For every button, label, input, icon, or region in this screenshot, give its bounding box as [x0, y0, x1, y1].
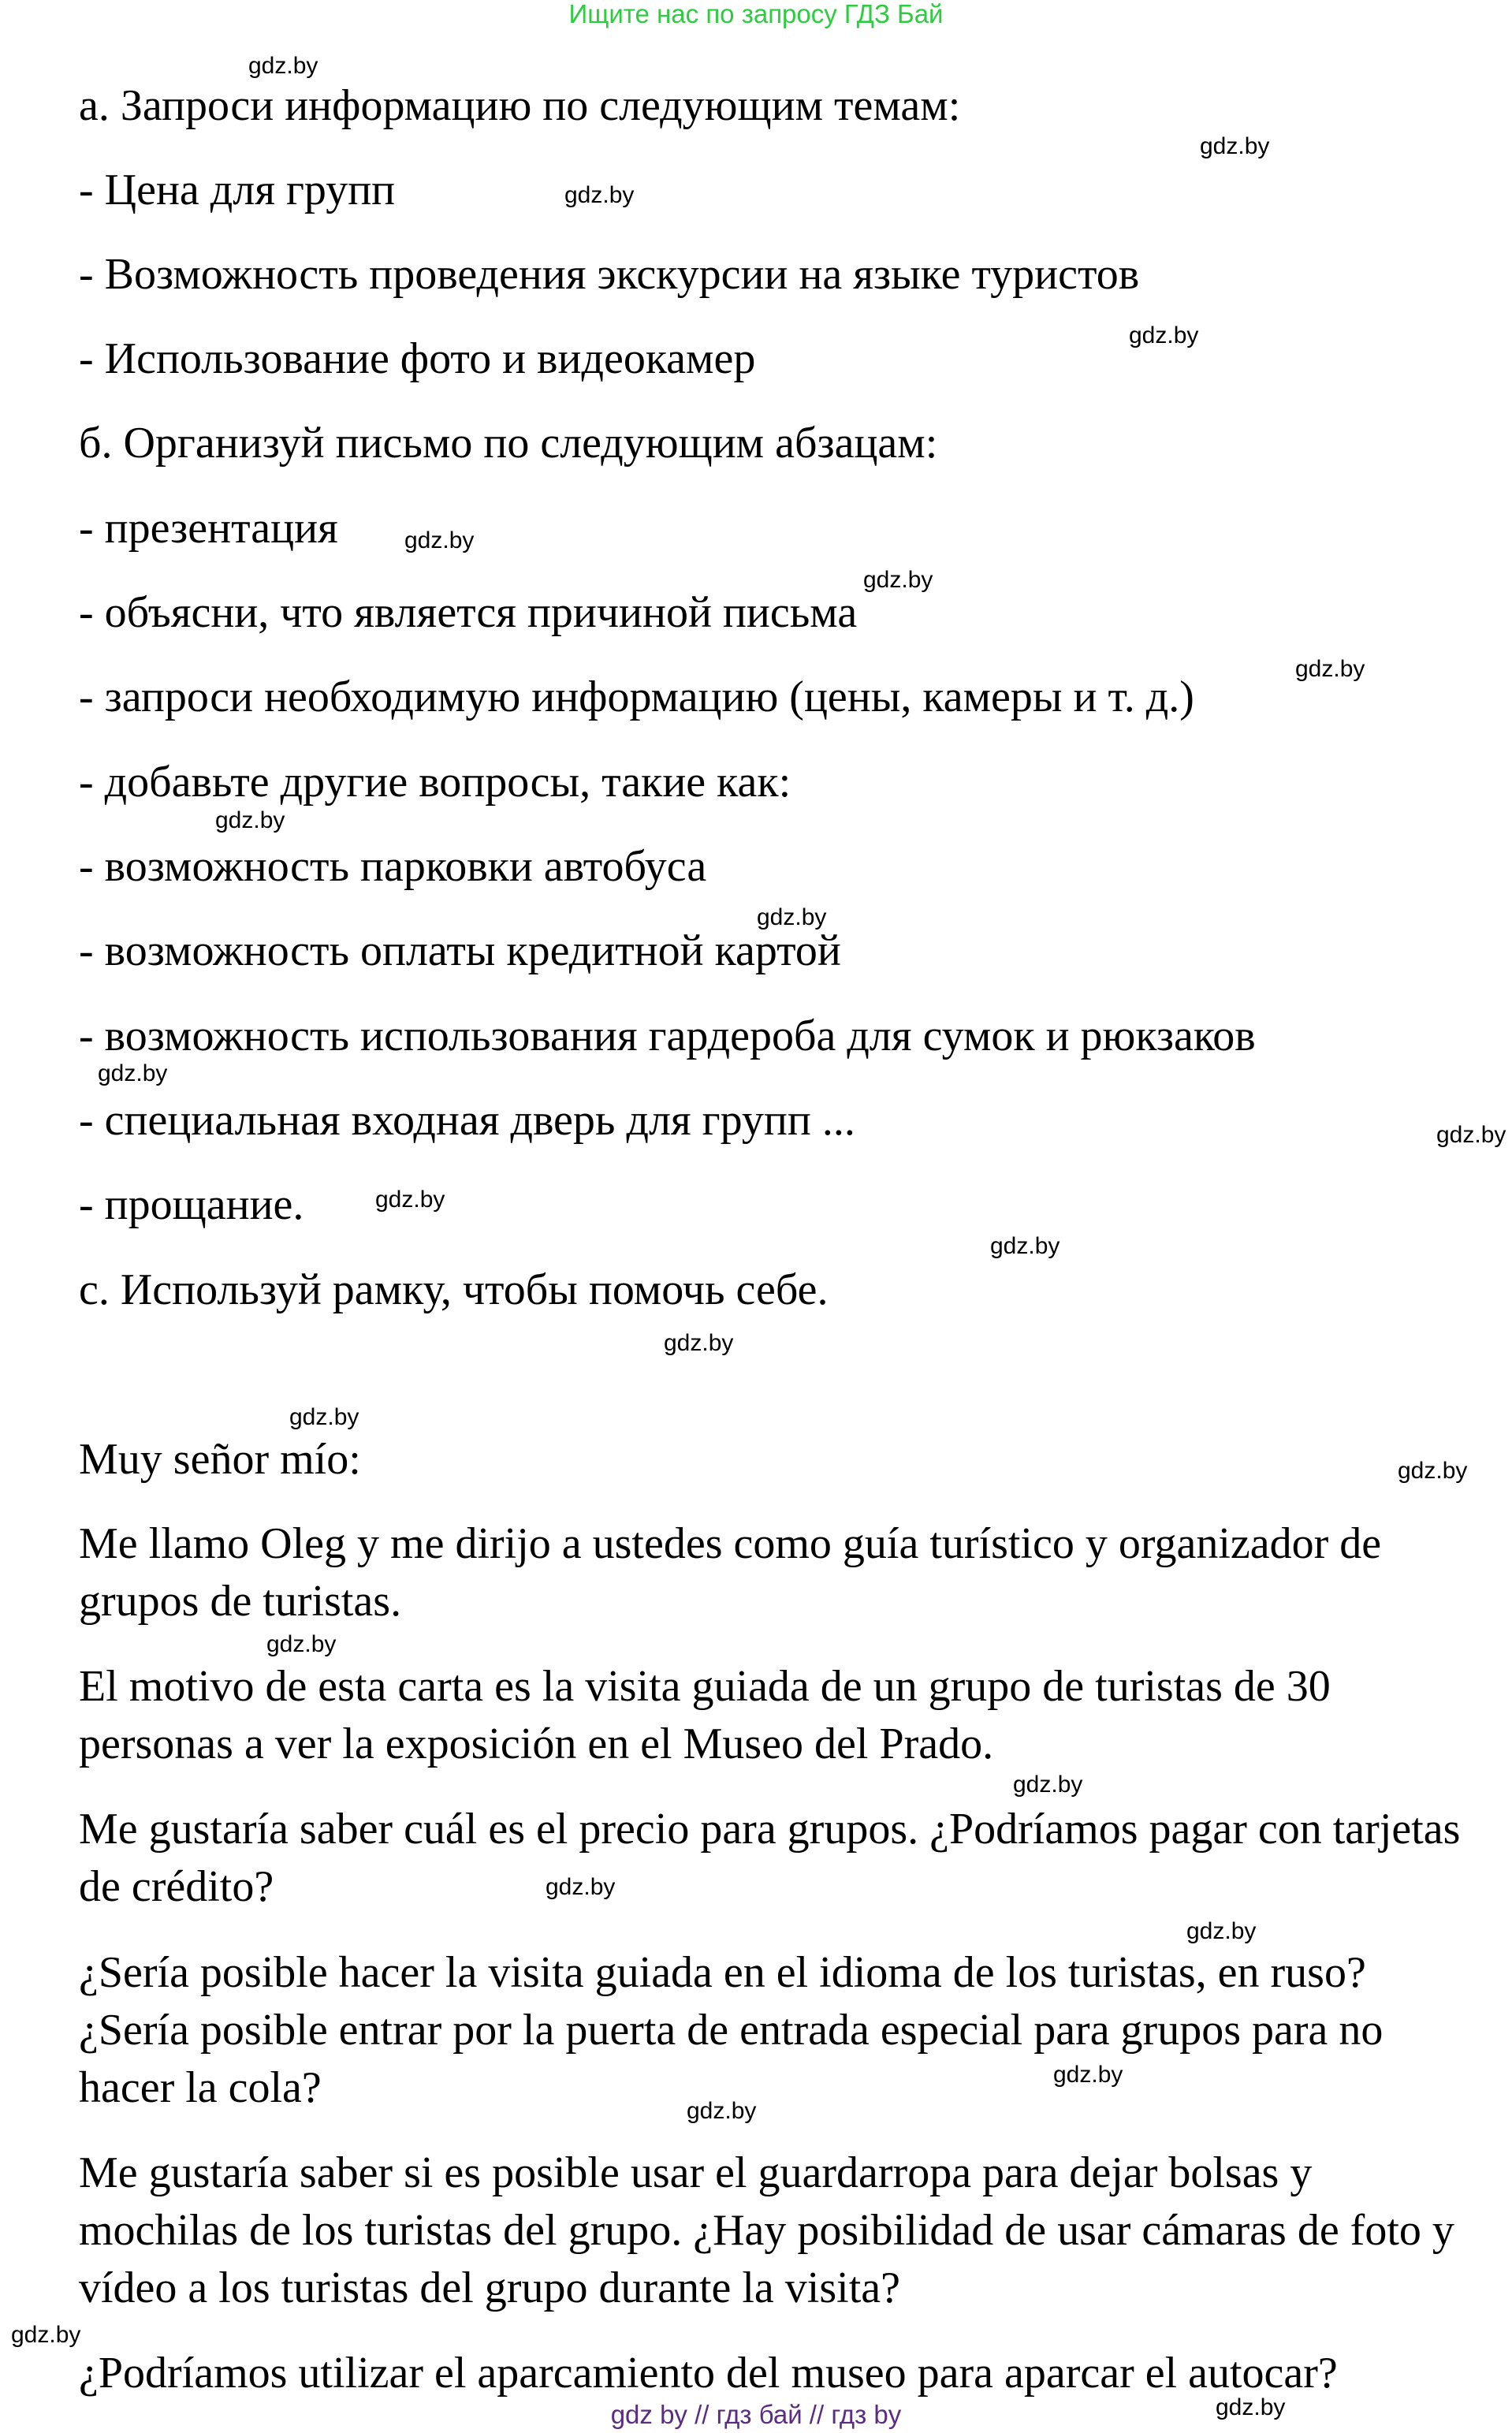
task-b-item: - добавьте другие вопросы, такие как:	[79, 758, 791, 807]
letter-paragraph: ¿Podríamos utilizar el aparcamiento del museo para aparcar el autocar?	[79, 2349, 1338, 2398]
letter-paragraph: Me gustaría saber cuál es el precio para grupos. ¿Podríamos pagar con tarjetas de crédito?	[79, 1805, 1461, 1911]
watermark: gdz.by	[990, 1233, 1060, 1259]
watermark: gdz.by	[1295, 656, 1365, 682]
task-b-item: - презентация	[79, 504, 338, 553]
watermark: gdz.by	[404, 527, 475, 553]
task-b-item: - возможность оплаты кредитной картой	[79, 926, 841, 975]
letter-paragraph: Me gustaría saber si es posible usar el guardarropa para dejar bolsas y mochilas de los turistas del grupo. ¿Hay posibilidad de usar cámaras de foto y vídeo a los turistas del grupo durante la visita?	[79, 2148, 1454, 2312]
watermark: gdz.by	[1436, 1122, 1506, 1148]
top-banner: Ищите нас по запросу ГДЗ Бай	[568, 0, 944, 28]
task-a-item: - Цена для групп	[79, 166, 396, 214]
letter-paragraph: Me llamo Oleg y me dirijo a ustedes como guía turístico y organizador de grupos de turistas.	[79, 1519, 1382, 1626]
watermark: gdz.by	[757, 904, 827, 930]
watermark: gdz.by	[1216, 2394, 1286, 2420]
watermark: gdz.by	[98, 1060, 168, 1086]
watermark: gdz.by	[1129, 322, 1199, 348]
task-b-item: - специальная входная дверь для групп ...	[79, 1096, 855, 1145]
task-b-item: - возможность использования гардероба для сумок и рюкзаков	[79, 1012, 1256, 1060]
letter-paragraph: El motivo de esta carta es la visita guiada de un grupo de turistas de 30 personas a ver la exposición en el Museo del Prado.	[79, 1662, 1331, 1768]
watermark: gdz.by	[564, 182, 635, 208]
task-b-item: - объясни, что является причиной письма	[79, 588, 858, 637]
task-a-item: - Использование фото и видеокамер	[79, 334, 756, 383]
task-b-title: б. Организуй письмо по следующим абзацам:	[79, 419, 938, 468]
watermark: gdz.by	[1200, 133, 1270, 159]
watermark: gdz.by	[1398, 1458, 1468, 1484]
letter-paragraph: ¿Sería posible hacer la visita guiada en el idioma de los turistas, en ruso? ¿Sería posible entrar por la puerta de entrada especial para grupos para no hacer la cola?	[79, 1948, 1384, 2112]
task-a-item: - Возможность проведения экскурсии на языке туристов	[79, 250, 1140, 299]
letter-greeting: Muy señor mío:	[79, 1435, 361, 1484]
watermark: gdz.by	[11, 2322, 81, 2348]
footer-links: gdz by // гдз бай // гдз by	[610, 2400, 902, 2429]
task-b-item: - прощание.	[79, 1180, 304, 1229]
watermark: gdz.by	[266, 1631, 337, 1657]
watermark: gdz.by	[1013, 1772, 1083, 1798]
watermark: gdz.by	[1053, 2062, 1123, 2088]
watermark: gdz.by	[687, 2098, 757, 2124]
task-b-item: - запроси необходимую информацию (цены, камеры и т. д.)	[79, 673, 1194, 721]
task-b-item: - возможность парковки автобуса	[79, 842, 707, 891]
watermark: gdz.by	[664, 1330, 734, 1356]
task-c-title: с. Используй рамку, чтобы помочь себе.	[79, 1265, 829, 1314]
watermark: gdz.by	[289, 1404, 359, 1430]
watermark: gdz.by	[215, 807, 285, 833]
watermark: gdz.by	[1186, 1918, 1257, 1944]
watermark: gdz.by	[863, 567, 933, 593]
watermark: gdz.by	[546, 1874, 616, 1900]
watermark: gdz.by	[375, 1187, 445, 1213]
task-a-title: а. Запроси информацию по следующим темам:	[79, 81, 961, 130]
watermark: gdz.by	[248, 53, 318, 79]
